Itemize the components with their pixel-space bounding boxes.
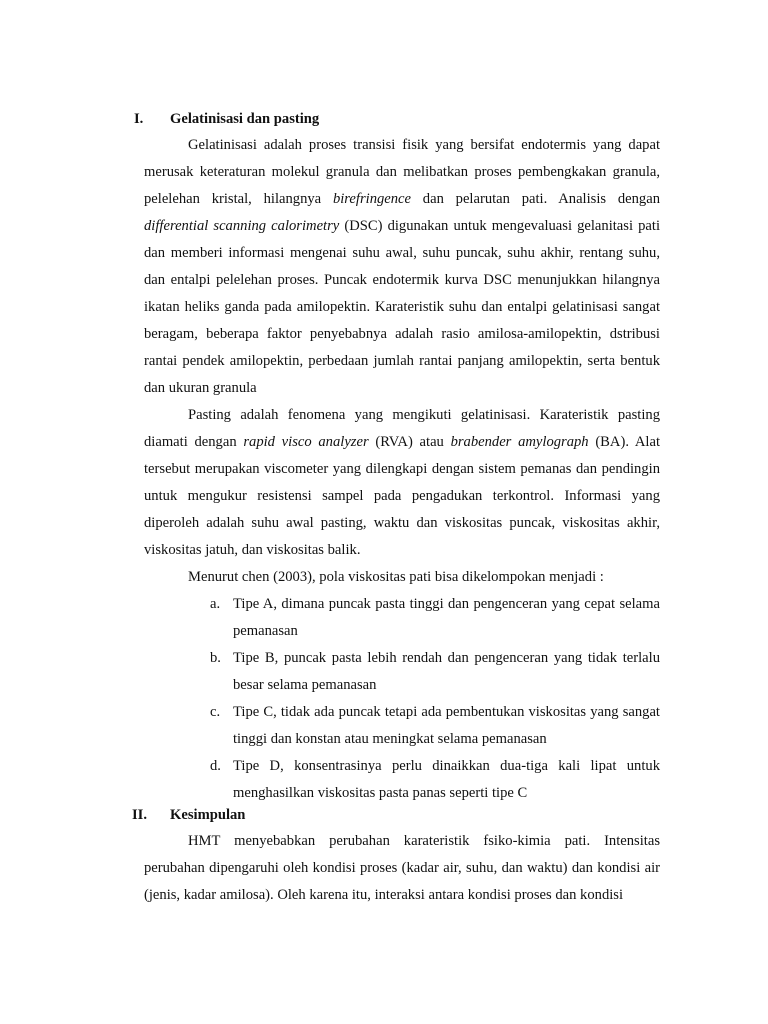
text-run: Pasting adalah fenomena yang mengikuti gelatinisasi. Karateristik pasting diamati dengan — [144, 407, 660, 450]
text-run: (BA). Alat tersebut merupakan viscometer yang dilengkapi dengan sistem pemanas dan pendingin untuk mengukur resistensi sampel pada pengadukan terkontrol. Informasi yang diperoleh adalah suhu awal pasting, waktu dan viskositas puncak, viskositas akhir, viskositas jatuh, dan viskositas balik. — [144, 434, 660, 558]
paragraph-pasting — [144, 402, 660, 564]
list-text: Tipe C, tidak ada puncak tetapi ada pembentukan viskositas yang sangat tinggi dan konstan atau meningkat selama pemanasan — [233, 704, 660, 747]
text-run: dan pelarutan pati. Analisis dengan — [411, 191, 660, 207]
paragraph-kesimpulan: HMT menyebabkan perubahan karateristik fsiko-kimia pati. Intensitas perubahan dipengaruhi oleh kondisi proses (kadar air, suhu, dan waktu) dan kondisi air (jenis, kadar amilosa). Oleh karena itu, interaksi antara kondisi proses dan kondisi — [144, 833, 660, 903]
text-run: (RVA) atau — [368, 434, 451, 450]
italic-term: rapid visco analyzer — [243, 434, 369, 450]
list-text: Tipe A, dimana puncak pasta tinggi dan pengenceran yang cepat selama pemanasan — [233, 596, 660, 639]
list-item — [144, 645, 660, 699]
list-marker: b. — [210, 650, 221, 666]
section-title: Kesimpulan — [170, 807, 246, 823]
paragraph-gelatinisasi — [144, 132, 660, 402]
text-run: Gelatinisasi adalah proses transisi fisik yang bersifat endotermis yang dapat merusak keteraturan molekul granula dan melibatkan proses pembengkakan granula, pelelehan kristal, hilangnya — [144, 137, 660, 207]
italic-term: differential scanning calorimetry — [144, 218, 340, 234]
section-body-1 — [144, 132, 660, 807]
italic-term: birefringence — [332, 191, 412, 207]
list-marker: d. — [210, 758, 221, 774]
section-number: I. — [134, 111, 144, 127]
section-heading-1 — [134, 111, 319, 128]
section-heading-2 — [132, 807, 245, 824]
list-text: Tipe B, puncak pasta lebih rendah dan pengenceran yang tidak terlalu besar selama pemanasan — [233, 650, 660, 693]
list-marker: a. — [210, 596, 221, 612]
italic-term: brabender amylograph — [450, 434, 589, 450]
section-body-2 — [144, 828, 660, 909]
paragraph-pola-viskositas: Menurut chen (2003), pola viskositas pati bisa dikelompokan menjadi : — [188, 569, 604, 585]
text-run: (DSC) digunakan untuk mengevaluasi gelanitasi pati dan memberi informasi mengenai suhu awal, suhu puncak, suhu akhir, rentang suhu, dan entalpi pelelehan proses. Puncak endotermik kurva DSC menunjukkan hilangnya ikatan heliks ganda pada amilopektin. Karateristik suhu dan entalpi gelatinisasi sangat beragam, beberapa faktor penyebabnya adalah rasio amilosa-amilopektin, dstribusi rantai pendek amilopektin, perbedaan jumlah rantai panjang amilopektin, serta bentuk dan ukuran granula — [144, 218, 660, 396]
list-item — [144, 699, 660, 753]
list-item — [144, 591, 660, 645]
section-number: II. — [132, 807, 148, 823]
list-text: Tipe D, konsentrasinya perlu dinaikkan dua-tiga kali lipat untuk menghasilkan viskositas pasta panas seperti tipe C — [233, 758, 660, 801]
list-item — [144, 753, 660, 807]
viscosity-type-list — [144, 591, 660, 807]
list-marker: c. — [210, 704, 221, 720]
section-title: Gelatinisasi dan pasting — [170, 111, 320, 127]
